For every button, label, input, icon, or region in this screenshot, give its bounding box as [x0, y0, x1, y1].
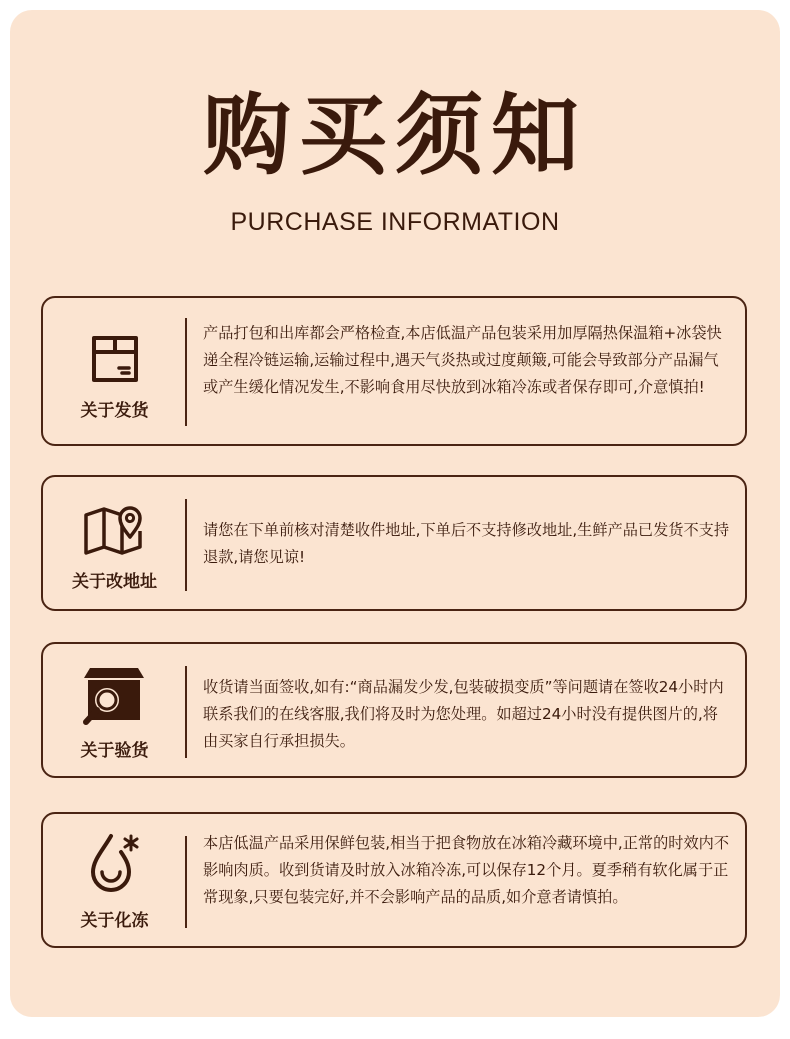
address-icon-area	[43, 477, 186, 609]
address-text: 请您在下单前核对清楚收件地址,下单后不支持修改地址,生鲜产品已发货不支持退款,请您见谅!	[203, 521, 730, 566]
inspection-text: 收货请当面签收,如有:“商品漏发少发,包装破损变质”等问题请在签收24小时内联系我们的在线客服,我们将及时为您处理。如超过24小时没有提供图片的,将由买家自行承担损失。	[203, 678, 724, 750]
shipping-text: 产品打包和出库都会严格检查,本店低温产品包装采用加厚隔热保温箱+冰袋快递全程冷链运输,运输过程中,遇天气炎热或过度颠簸,可能会导致部分产品漏气或产生缓化情况发生,不影响食用尽快放到冰箱冷冻或者保存即可,介意慎拍!	[203, 324, 722, 396]
shipping-icon-area	[43, 298, 186, 444]
box-icon	[88, 332, 142, 384]
thawing-label: 关于化冻	[80, 911, 149, 931]
inspection-icon-area	[43, 644, 186, 776]
page-subtitle: PURCHASE INFORMATION	[230, 208, 560, 236]
divider	[185, 666, 187, 758]
address-card	[41, 475, 747, 611]
inspect-box-icon	[82, 664, 148, 726]
inspection-label: 关于验货	[80, 741, 149, 761]
page-title: 购买须知	[202, 84, 587, 187]
water-drop-snowflake-icon	[87, 828, 143, 894]
shipping-label: 关于发货	[80, 401, 149, 421]
map-pin-icon	[82, 501, 148, 557]
address-label: 关于改地址	[72, 572, 157, 592]
divider	[185, 499, 187, 591]
divider	[185, 318, 187, 426]
inspection-card	[41, 642, 747, 778]
thawing-icon-area	[43, 814, 186, 946]
shipping-card	[41, 296, 747, 446]
divider	[185, 836, 187, 928]
thawing-text: 本店低温产品采用保鲜包装,相当于把食物放在冰箱冷藏环境中,正常的时效内不影响肉质。收到货请及时放入冰箱冷冻,可以保存12个月。夏季稍有软化属于正常现象,只要包装完好,并不会影响产品的品质,如介意者请慎拍。	[203, 834, 730, 906]
thawing-card	[41, 812, 747, 948]
